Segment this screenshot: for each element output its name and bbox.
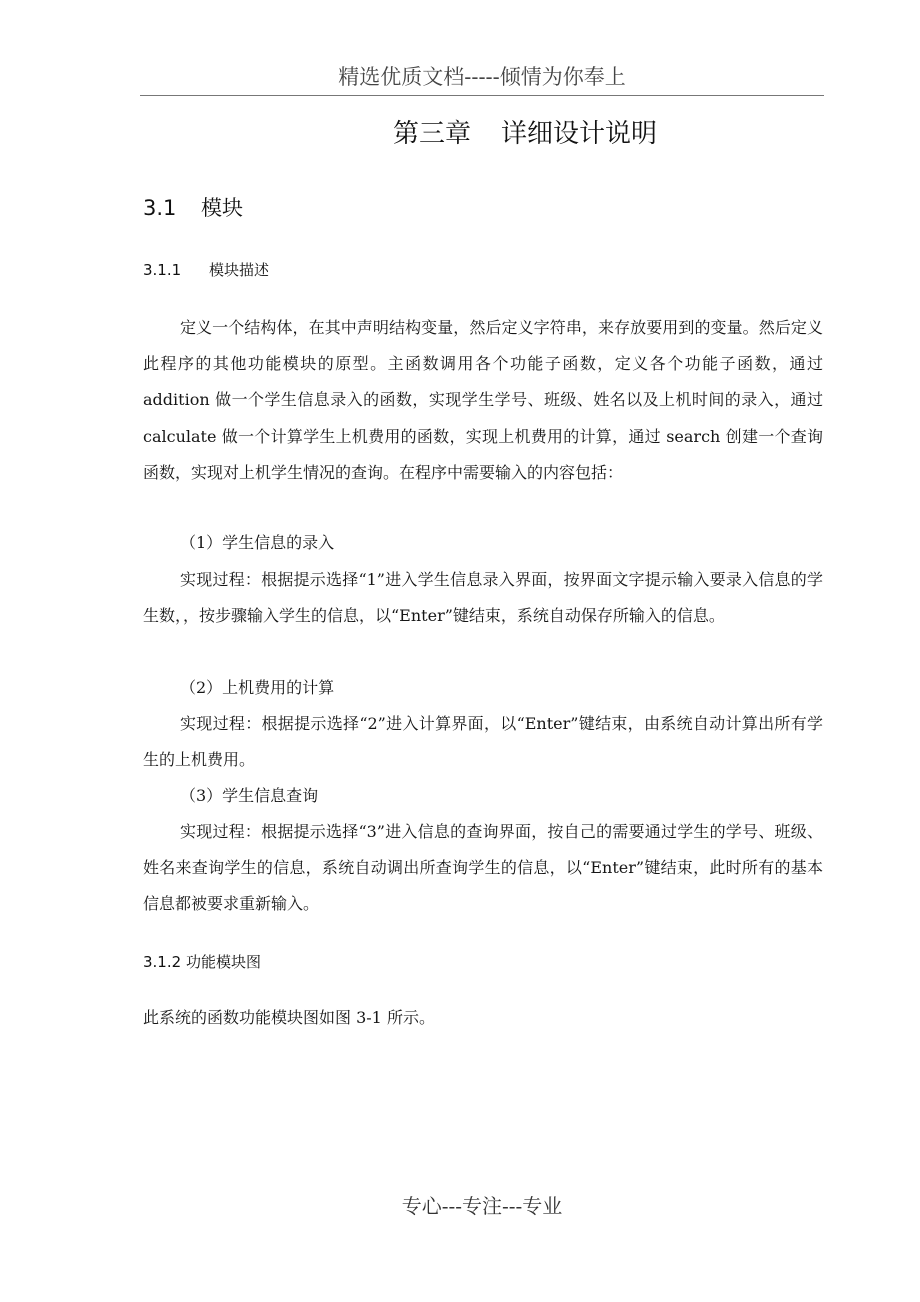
- chapter-number: 第三章: [392, 119, 471, 149]
- subsection-title: 模块描述: [209, 261, 270, 279]
- subsection-title: 功能模块图: [186, 953, 262, 971]
- subsection-number: 3.1.1: [143, 261, 182, 279]
- subsection-heading-module-description: [143, 258, 269, 282]
- section-heading: [143, 192, 243, 224]
- list-item-label: （3）学生信息查询: [180, 786, 319, 805]
- list-item-process: 实现过程：根据提示选择“3”进入信息的查询界面，按自己的需要通过学生的学号、班级、姓名来查询学生的信息，系统自动调出所查询学生的信息，以“Enter”键结束，此时所有的基本信息都被要求重新输入。: [143, 822, 823, 914]
- list-item-process: 实现过程：根据提示选择“2”进入计算界面，以“Enter”键结束，由系统自动计算出所有学生的上机费用。: [143, 714, 823, 770]
- list-item-label: （1）学生信息的录入: [180, 533, 335, 552]
- page-header: 精选优质文档-----倾情为你奉上: [338, 65, 626, 89]
- chapter-name: 详细设计说明: [501, 119, 658, 149]
- subsection-number: 3.1.2: [143, 953, 182, 971]
- section-title: 模块: [201, 196, 243, 220]
- section-number: 3.1: [143, 196, 177, 220]
- header-divider: [140, 95, 824, 96]
- page-footer: 专心---专注---专业: [401, 1194, 563, 1218]
- subsection-heading-function-diagram: [143, 950, 261, 974]
- list-item-label: （2）上机费用的计算: [180, 678, 335, 697]
- list-item-process: 实现过程：根据提示选择“1”进入学生信息录入界面，按界面文字提示输入要录入信息的学生数，，按步骤输入学生的信息，以“Enter”键结束，系统自动保存所输入的信息。: [143, 570, 823, 626]
- chapter-title: [140, 114, 910, 154]
- figure-reference: 此系统的函数功能模块图如图 3-1 所示。: [143, 1008, 435, 1027]
- intro-paragraph: 定义一个结构体，在其中声明结构变量，然后定义字符串，来存放要用到的变量。然后定义此程序的其他功能模块的原型。主函数调用各个功能子函数，定义各个功能子函数，通过 addition 做一个学生信息录入的函数，实现学生学号、班级、姓名以及上机时间的录入，通过 calculate 做一个计算学生上机费用的函数，实现上机费用的计算，通过 search 创建一个查询函数，实现对上机学生情况的查询。在程序中需要输入的内容包括：: [143, 318, 823, 482]
